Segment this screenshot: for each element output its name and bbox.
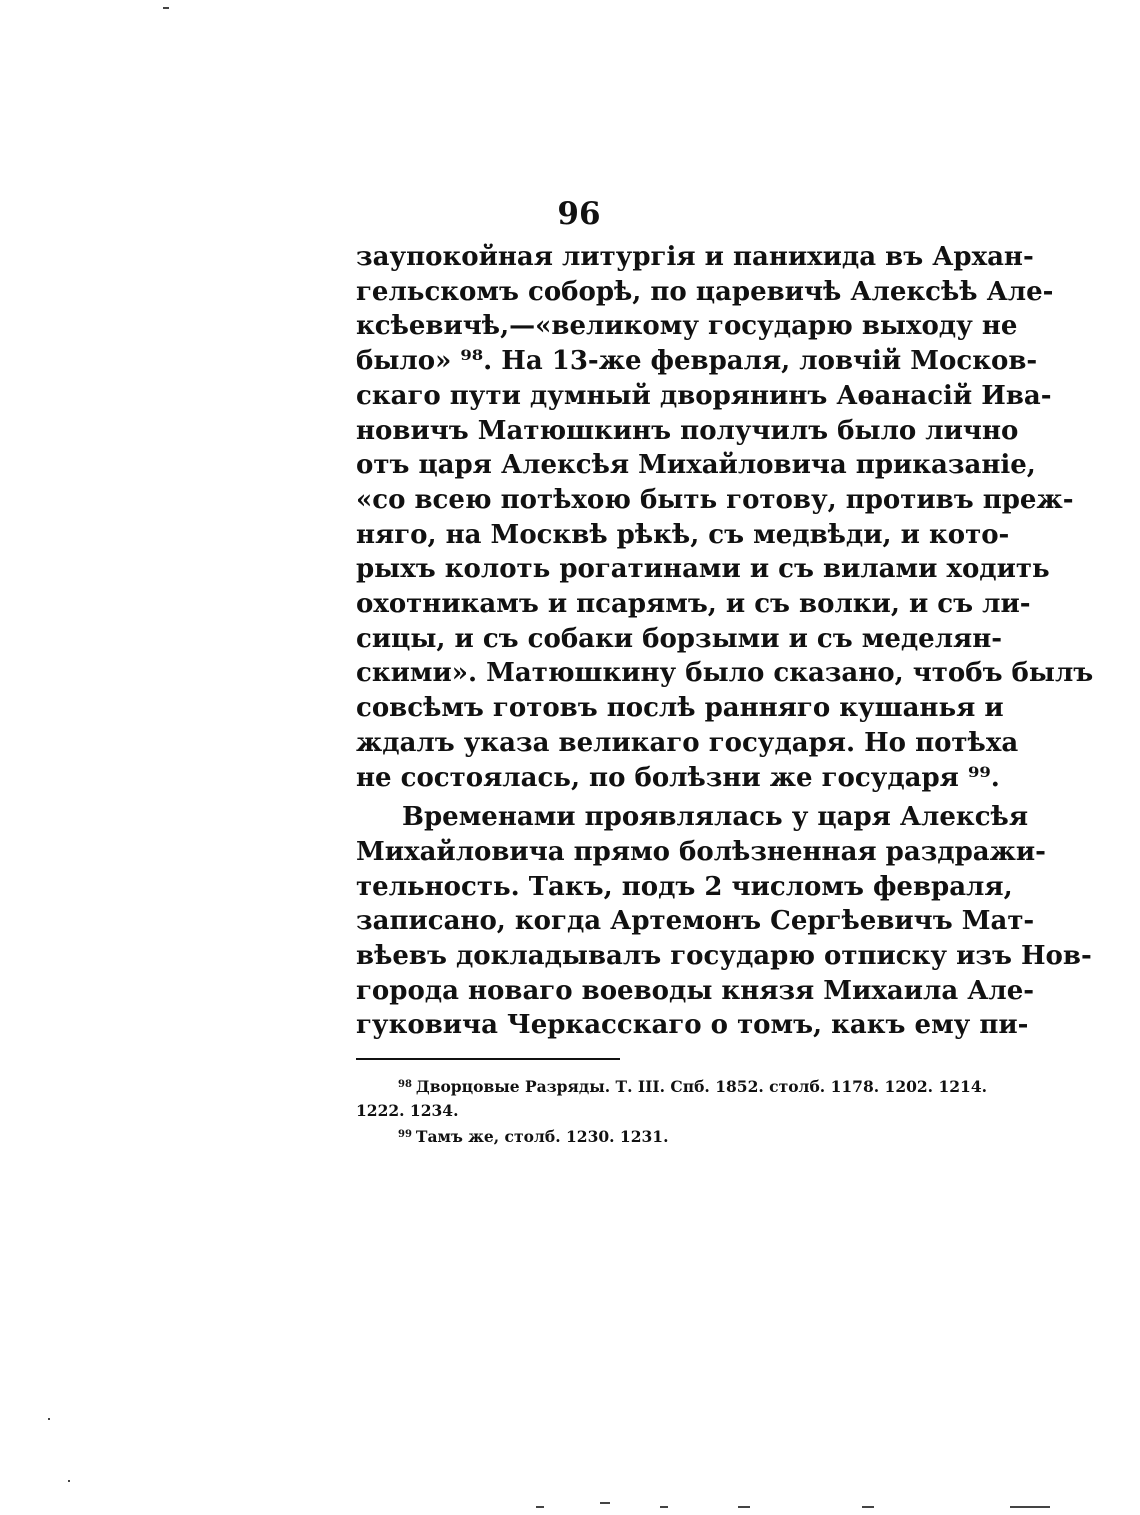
footnote-text: Дворцовые Разряды. Т. III. Спб. 1852. столб. 1178. 1202. 1214.: [415, 1077, 987, 1096]
scan-speck: [163, 7, 169, 9]
scan-speck: [1010, 1506, 1050, 1508]
page-number: 96: [557, 196, 601, 232]
scan-speck: [536, 1506, 544, 1508]
body-text: [356, 240, 1094, 1043]
footnote-divider: [356, 1058, 620, 1060]
text-line: совсѣмъ готовъ послѣ ранняго кушанья и: [356, 693, 1004, 724]
footnote-marker: 99: [398, 1129, 412, 1140]
text-line: ксѣевичѣ,—«великому государю выходу не: [356, 311, 1018, 342]
scan-speck: [48, 1418, 50, 1420]
text-line: отъ царя Алексѣя Михайловича приказаніе,: [356, 450, 1036, 481]
text-line: рыхъ колоть рогатинами и съ вилами ходить: [356, 554, 1050, 585]
scan-speck: [862, 1506, 874, 1508]
text-line: ждалъ указа великаго государя. Но потѣха: [356, 727, 1019, 758]
text-line: тельность. Такъ, подъ 2 числомъ февраля,: [356, 871, 1013, 902]
text-line: скими». Матюшкину было сказано, чтобъ былъ: [356, 658, 1094, 689]
text-line: гельскомъ соборѣ, по царевичѣ Алексѣѣ Але-: [356, 276, 1054, 307]
text-line: было» ⁹⁸. На 13-же февраля, ловчій Москов-: [356, 346, 1038, 377]
text-line: гуковича Черкасскаго о томъ, какъ ему пи-: [356, 1010, 1029, 1041]
text-line: охотникамъ и псарямъ, и съ волки, и съ ли-: [356, 589, 1031, 620]
text-line: заупокойная литургія и панихида въ Архан-: [356, 242, 1034, 272]
footnote-marker: 98: [398, 1079, 412, 1090]
scan-speck: [68, 1480, 70, 1482]
scan-speck: [660, 1506, 668, 1508]
text-line: «со всею потѣхою быть готову, противъ преж-: [356, 484, 1074, 515]
footnotes: [356, 1073, 987, 1149]
footnote-98: [356, 1073, 987, 1099]
scan-speck: [738, 1506, 750, 1508]
scan-speck: [600, 1502, 610, 1504]
text-line: новичъ Матюшкинъ получилъ было лично: [356, 415, 1019, 446]
text-line: не состоялась, по болѣзни же государя ⁹⁹.: [356, 762, 1000, 793]
text-line: вѣевъ докладывалъ государю отписку изъ Нов-: [356, 941, 1092, 972]
footnote-99: [356, 1123, 936, 1149]
text-line: скаго пути думный дворянинъ Аѳанасій Ива-: [356, 380, 1052, 411]
text-line: сицы, и съ собаки борзыми и съ меделян-: [356, 623, 1003, 654]
text-line: Временами проявлялась у царя Алексѣя: [402, 802, 1029, 833]
text-line: города новаго воеводы князя Михаила Але-: [356, 975, 1035, 1006]
text-line: Михайловича прямо болѣзненная раздражи-: [356, 836, 1046, 867]
text-line: записано, когда Артемонъ Сергѣевичъ Мат-: [356, 906, 1035, 937]
text-line: няго, на Москвѣ рѣкѣ, съ медвѣди, и кото-: [356, 519, 1010, 550]
footnote-text: Тамъ же, столб. 1230. 1231.: [415, 1127, 669, 1146]
footnote-98-continuation: 1222. 1234.: [356, 1101, 459, 1120]
